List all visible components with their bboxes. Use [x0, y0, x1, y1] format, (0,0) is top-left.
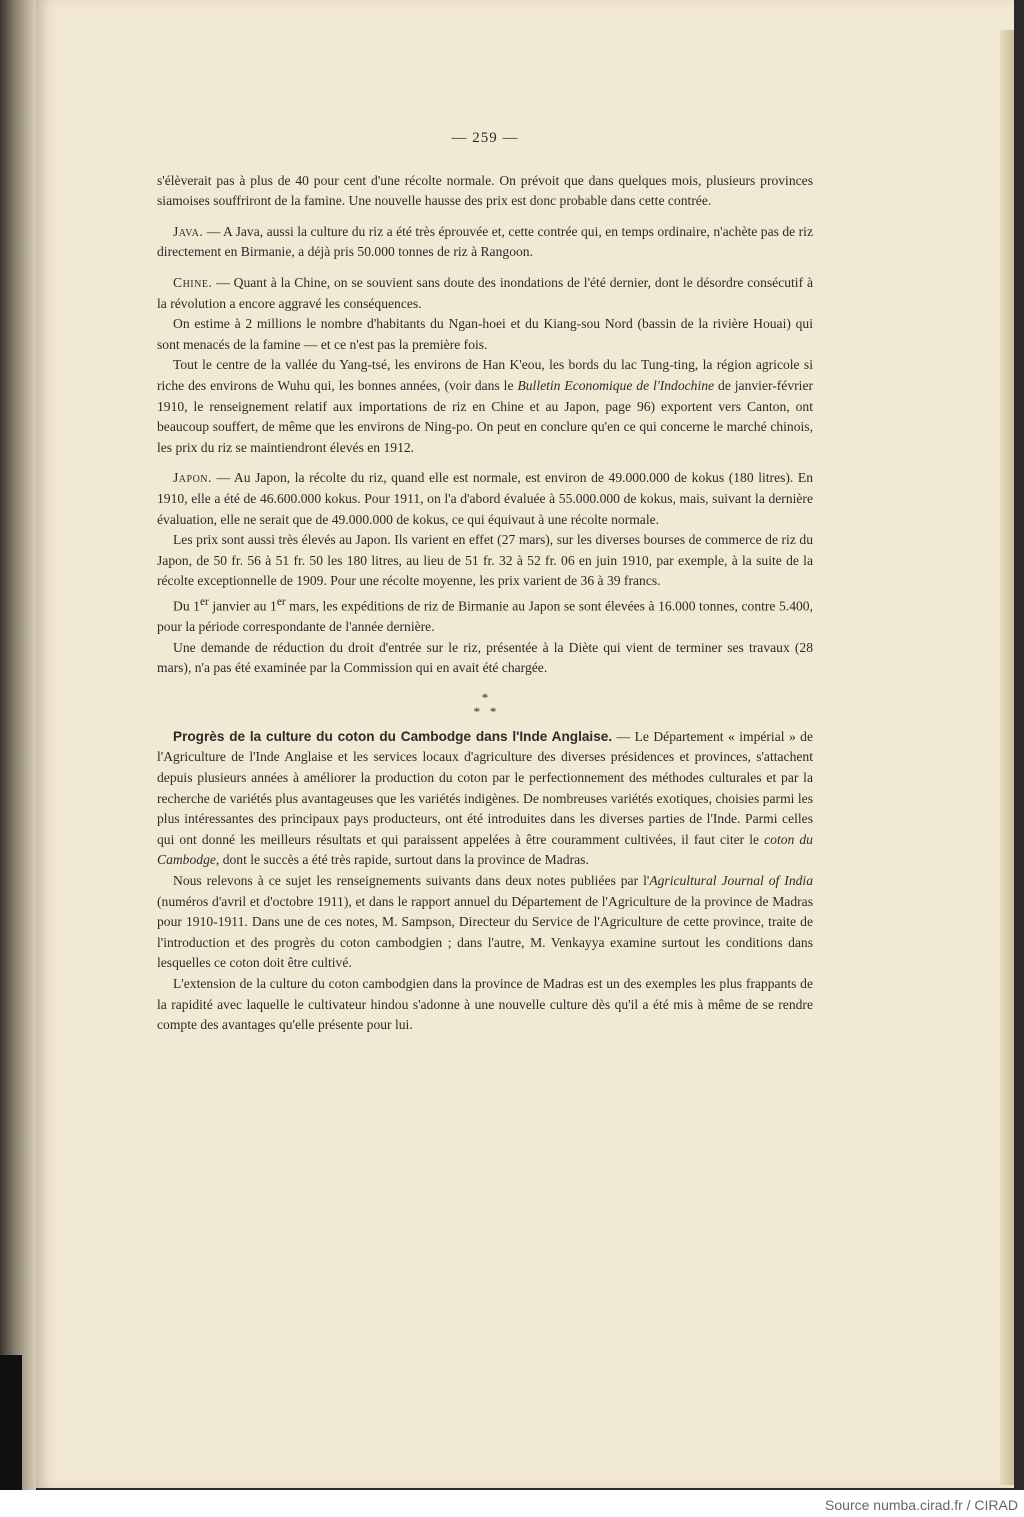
chine-text: — Quant à la Chine, on se souvient sans doute des inondations de l'été dernier, dont le désordre consécutif à la révolution a encore aggravé les conséquences. — [157, 274, 813, 311]
coton-du-cambodge: coton du Cambodge — [157, 831, 813, 868]
java-text: — A Java, aussi la culture du riz a été très éprouvée et, cette contrée qui, en temps ordinaire, n'achète pas de riz directement en Birmanie, a déjà pris 50.000 tonnes de riz à Rangoon. — [157, 223, 813, 260]
paragraph-siam: s'élèverait pas à plus de 40 pour cent d'une récolte normale. On prévoit que dans quelques mois, plusieurs provinces siamoises souffriront de la famine. Une nouvelle hausse des prix est donc probable dans cette contrée. — [157, 172, 813, 209]
paragraph-java — [157, 222, 813, 263]
japon-p3-a: Du 1 — [173, 598, 200, 614]
paragraph-chine-2: On estime à 2 millions le nombre d'habitants du Ngan-hoei et du Kiang-sou Nord (bassin de la rivière Houai) qui sont menacés de la famine — et ce n'est pas la première fois. — [157, 316, 813, 352]
asterism-separator — [157, 691, 813, 719]
paragraph-japon — [157, 468, 813, 530]
book-binding — [0, 0, 36, 1490]
paragraph-chine — [157, 273, 813, 314]
japon-p3-c: mars, les expéditions de riz de Birmanie au Japon se sont élevées à 16.000 tonnes, contre 5.400, pour la période correspondante de l'année dernière. — [157, 598, 813, 634]
chine-p3-b: de janvier-février 1910, le renseignement relatif aux importations de riz en Chine et au Japon, page 96) exportent vers Canton, ont beaucoup souffert, de même que les environs de Ning-po. On peut en conclure qu'en ce qui concerne le marché chinois, les prix du riz se maintiendront élevés en 1912. — [157, 377, 813, 455]
paragraph-japon-4: Une demande de réduction du droit d'entrée sur le riz, présentée à la Diète qui vient de terminer ses travaux (28 mars), n'a pas été examinée par la Commission qui en avait été chargée. — [157, 639, 813, 676]
bulletin-title: Bulletin Economique de l'Indochine — [517, 377, 715, 393]
japon-label: Japon. — [173, 470, 212, 486]
superscript-er-2: er — [276, 595, 286, 608]
superscript-er-1: er — [199, 595, 209, 608]
paragraph-coton — [157, 727, 813, 871]
coton-text-b: , dont le succès a été très rapide, surtout dans la province de Madras. — [215, 852, 589, 868]
journal-title: Agricultural Journal of India — [649, 872, 813, 888]
page-number: — 259 — — [451, 130, 519, 146]
chine-p3-a: Tout le centre de la vallée du Yang-tsé, les environs de Han K'eou, les bords du lac Tung-ting, la région agricole si riche des environs de Wuhu qui, les bonnes années, (voir dans le — [157, 357, 813, 393]
chine-label: Chine. — [173, 274, 213, 290]
page-content — [157, 128, 813, 1036]
paragraph-japon-2: Les prix sont aussi très élevés au Japon. Ils varient en effet (27 mars), sur les diverses bourses de commerce de riz du Japon, de 50 fr. 56 à 51 fr. 50 les 180 litres, au lieu de 51 fr. 32 à 52 fr. 06 en juin 1910, par exemple, à la suite de la récolte exceptionnelle de 1909. Pour une récolte moyenne, les prix varient de 36 à 39 francs. — [157, 532, 813, 589]
japon-p3-b: janvier au 1 — [208, 598, 277, 614]
paragraph-chine-3 — [157, 355, 813, 458]
source-credit: Source numba.cirad.fr / CIRAD — [825, 1497, 1018, 1513]
japon-text: — Au Japon, la récolte du riz, quand elle est normale, est environ de 49.000.000 de kokus (180 litres). En 1910, elle a été de 46.600.000 kokus. Pour 1911, on l'a d'abord évaluée à 55.000.000 de kokus, mais, suivant la dernière évaluation, elle ne serait que de 49.000.000 de kokus, ce qui équivaut à une récolte normale. — [157, 470, 813, 527]
coton-p2-b: (numéros d'avril et d'octobre 1911), et dans le rapport annuel du Département de l'Agriculture de la province de Madras pour 1910-1911. Dans une de ces notes, M. Sampson, Directeur du Service de l'Agriculture de cette province, traite de l'introduction et des progrès du coton cambodgien ; dans l'autre, M. Venkayya examine surtout les conditions dans lesquelles ce coton doit être cultivé. — [157, 893, 813, 971]
coton-text-a: — Le Département « impérial » de l'Agriculture de l'Inde Anglaise et les services locaux d'agriculture des diverses présidences et provinces, s'attachent depuis plusieurs années à améliorer la production du coton par le perfectionnement des méthodes culturales et par la recherche de variétés plus avantageuses que les variétés indigènes. De nombreuses variétés exotiques, choisies parmi les plus intéressantes des principaux pays producteurs, ont été introduites dans les diverses parties de l'Inde. Parmi celles qui ont donné les meilleurs résultats et qui paraissent appelées à être couramment cultivées, il faut citer le — [157, 728, 814, 847]
asterism-top: * — [481, 689, 489, 705]
page-edge — [1000, 30, 1014, 1485]
asterism-bottom: * * — [473, 703, 497, 719]
paragraph-coton-3: L'extension de la culture du coton cambodgien dans la province de Madras est un des exemples les plus frappants de la rapidité avec laquelle le cultivateur hindou s'adonne à une nouvelle culture dès qu'il a été mis à même de se rendre compte des avantages qu'elle présente pour lui. — [157, 975, 813, 1033]
paragraph-coton-2 — [157, 871, 813, 974]
java-label: Java. — [173, 223, 204, 239]
coton-p2-a: Nous relevons à ce sujet les renseignements suivants dans deux notes publiées par l' — [173, 872, 650, 888]
section-title-coton: Progrès de la culture du coton du Cambodge dans l'Inde Anglaise. — [173, 728, 613, 744]
bookmark-ribbon — [0, 1355, 22, 1490]
paragraph-japon-3 — [157, 592, 813, 638]
